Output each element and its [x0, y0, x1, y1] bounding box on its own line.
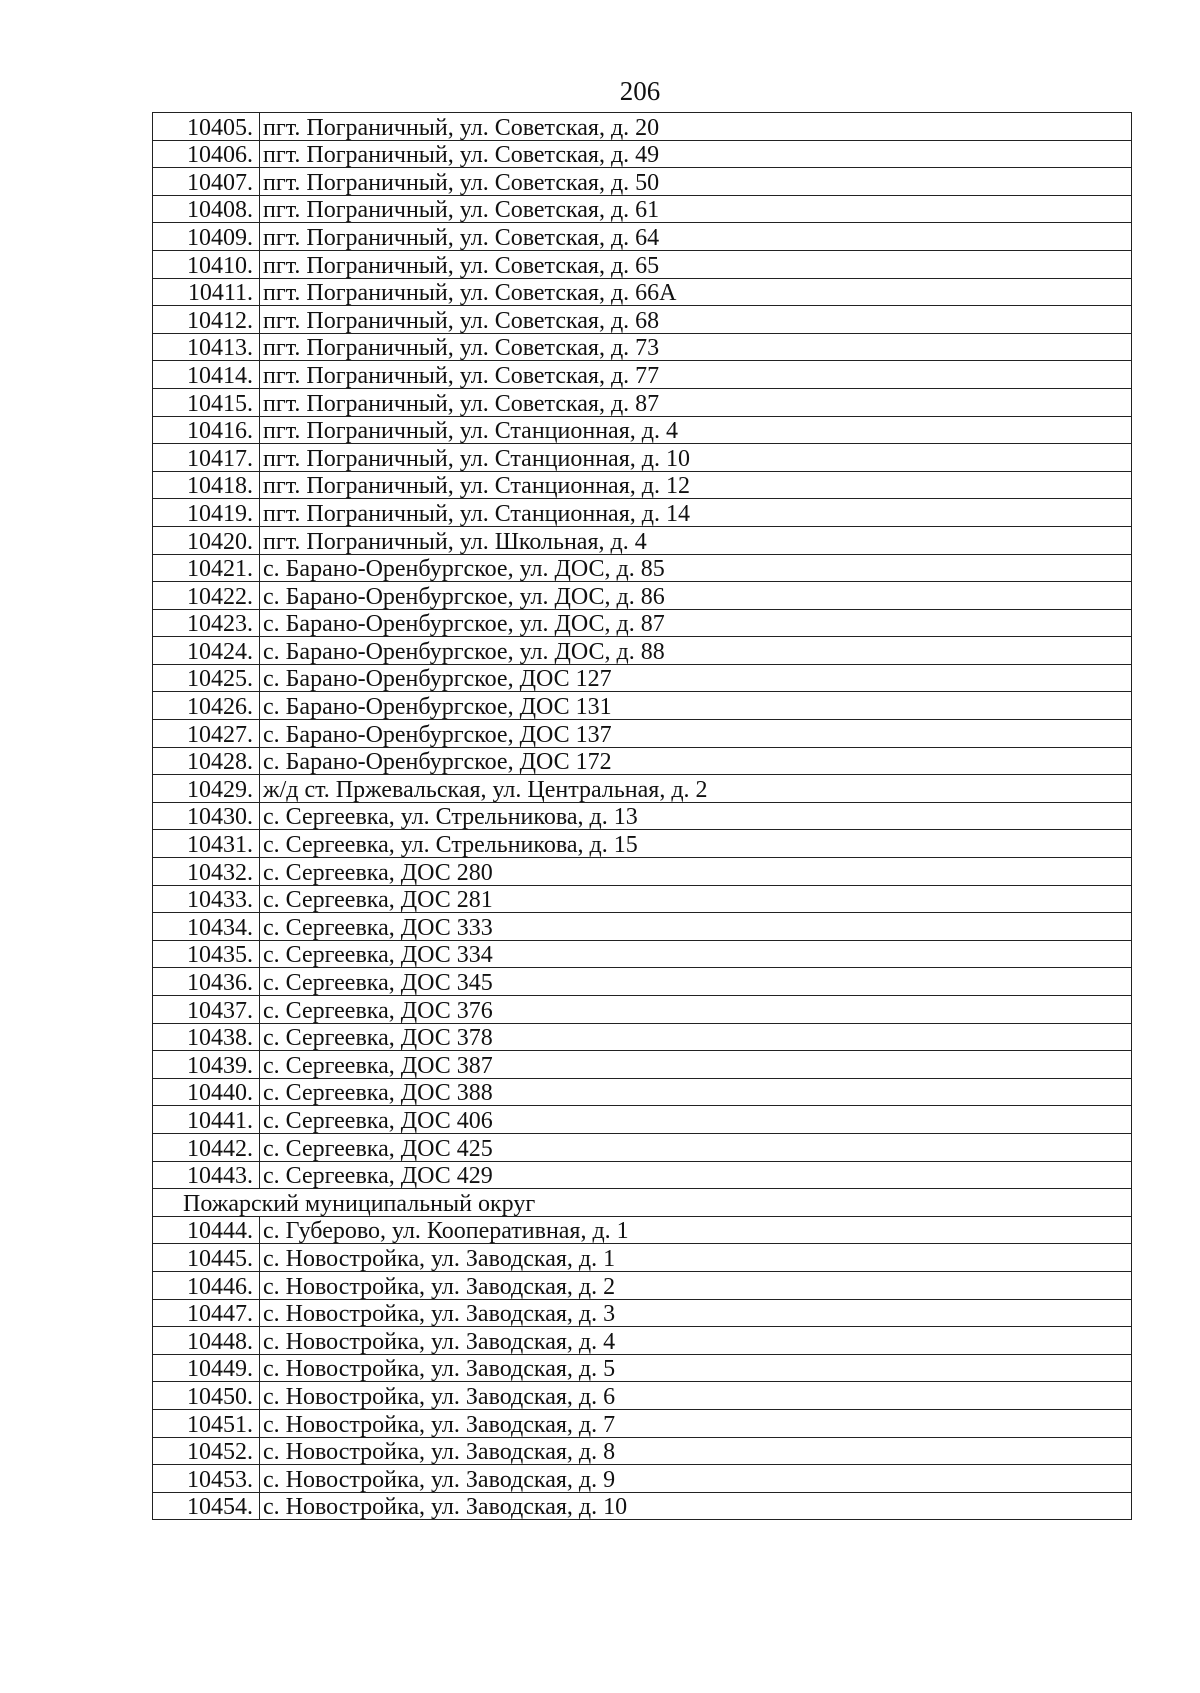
row-number: 10452. [153, 1437, 260, 1465]
table-row [153, 113, 1132, 141]
table-row [153, 195, 1132, 223]
row-address: с. Новостройка, ул. Заводская, д. 3 [260, 1299, 1132, 1327]
row-address: ж/д ст. Пржевальская, ул. Центральная, д. 2 [260, 775, 1132, 803]
table-row [153, 1023, 1132, 1051]
row-number: 10431. [153, 830, 260, 858]
row-number: 10429. [153, 775, 260, 803]
table-row [153, 720, 1132, 748]
table-row [153, 830, 1132, 858]
row-address: с. Барано-Оренбургское, ул. ДОС, д. 85 [260, 554, 1132, 582]
table-row [153, 940, 1132, 968]
row-address: пгт. Пограничный, ул. Советская, д. 50 [260, 168, 1132, 196]
table-row [153, 747, 1132, 775]
row-address: с. Новостройка, ул. Заводская, д. 1 [260, 1244, 1132, 1272]
table-row [153, 554, 1132, 582]
row-number: 10415. [153, 388, 260, 416]
table-row [153, 250, 1132, 278]
row-number: 10406. [153, 140, 260, 168]
row-address: пгт. Пограничный, ул. Советская, д. 20 [260, 113, 1132, 141]
table-row [153, 223, 1132, 251]
table-row [153, 582, 1132, 610]
row-address: с. Губерово, ул. Кооперативная, д. 1 [260, 1216, 1132, 1244]
row-address: пгт. Пограничный, ул. Станционная, д. 10 [260, 444, 1132, 472]
row-address: с. Сергеевка, ДОС 388 [260, 1078, 1132, 1106]
row-address: пгт. Пограничный, ул. Советская, д. 73 [260, 333, 1132, 361]
row-number: 10423. [153, 609, 260, 637]
row-address: с. Новостройка, ул. Заводская, д. 5 [260, 1354, 1132, 1382]
row-number: 10445. [153, 1244, 260, 1272]
table-row [153, 885, 1132, 913]
address-table [152, 112, 1132, 1520]
row-address: с. Новостройка, ул. Заводская, д. 6 [260, 1382, 1132, 1410]
row-number: 10427. [153, 720, 260, 748]
row-number: 10447. [153, 1299, 260, 1327]
table-row [153, 168, 1132, 196]
row-number: 10428. [153, 747, 260, 775]
table-row [153, 692, 1132, 720]
table-row [153, 140, 1132, 168]
row-address: пгт. Пограничный, ул. Советская, д. 61 [260, 195, 1132, 223]
row-number: 10418. [153, 471, 260, 499]
table-row [153, 858, 1132, 886]
row-address: с. Новостройка, ул. Заводская, д. 2 [260, 1271, 1132, 1299]
row-number: 10441. [153, 1106, 260, 1134]
row-address: с. Новостройка, ул. Заводская, д. 8 [260, 1437, 1132, 1465]
row-address: с. Сергеевка, ул. Стрельникова, д. 13 [260, 802, 1132, 830]
row-number: 10416. [153, 416, 260, 444]
table-row [153, 361, 1132, 389]
row-number: 10430. [153, 802, 260, 830]
table-row [153, 416, 1132, 444]
row-address: пгт. Пограничный, ул. Советская, д. 68 [260, 306, 1132, 334]
row-number: 10437. [153, 996, 260, 1024]
row-number: 10436. [153, 968, 260, 996]
table-row [153, 1492, 1132, 1520]
table-row [153, 306, 1132, 334]
row-address: с. Барано-Оренбургское, ул. ДОС, д. 87 [260, 609, 1132, 637]
row-address: с. Барано-Оренбургское, ДОС 127 [260, 664, 1132, 692]
table-row [153, 609, 1132, 637]
row-address: с. Сергеевка, ДОС 280 [260, 858, 1132, 886]
table-row [153, 388, 1132, 416]
row-number: 10408. [153, 195, 260, 223]
row-number: 10410. [153, 250, 260, 278]
table-row [153, 499, 1132, 527]
row-address: с. Сергеевка, ДОС 281 [260, 885, 1132, 913]
table-row [153, 278, 1132, 306]
table-row [153, 1382, 1132, 1410]
row-number: 10414. [153, 361, 260, 389]
row-address: с. Барано-Оренбургское, ДОС 137 [260, 720, 1132, 748]
table-row [153, 1078, 1132, 1106]
page-number: 206 [619, 76, 661, 106]
table-row [153, 471, 1132, 499]
table-row [153, 1354, 1132, 1382]
table-row [153, 1051, 1132, 1079]
row-address: пгт. Пограничный, ул. Станционная, д. 14 [260, 499, 1132, 527]
row-address: с. Барано-Оренбургское, ДОС 131 [260, 692, 1132, 720]
table-row [153, 526, 1132, 554]
row-number: 10419. [153, 499, 260, 527]
table-row [153, 1106, 1132, 1134]
row-address: с. Барано-Оренбургское, ДОС 172 [260, 747, 1132, 775]
table-row [153, 637, 1132, 665]
row-number: 10454. [153, 1492, 260, 1520]
row-number: 10421. [153, 554, 260, 582]
row-address: пгт. Пограничный, ул. Советская, д. 66А [260, 278, 1132, 306]
row-number: 10411. [153, 278, 260, 306]
table-row [153, 1216, 1132, 1244]
row-number: 10405. [153, 113, 260, 141]
row-address: пгт. Пограничный, ул. Советская, д. 87 [260, 388, 1132, 416]
row-number: 10432. [153, 858, 260, 886]
row-number: 10435. [153, 940, 260, 968]
table-row [153, 1327, 1132, 1355]
row-number: 10446. [153, 1271, 260, 1299]
table-row [153, 1133, 1132, 1161]
row-number: 10438. [153, 1023, 260, 1051]
row-address: пгт. Пограничный, ул. Советская, д. 64 [260, 223, 1132, 251]
row-address: с. Сергеевка, ул. Стрельникова, д. 15 [260, 830, 1132, 858]
row-number: 10407. [153, 168, 260, 196]
table-row [153, 1437, 1132, 1465]
row-address: с. Сергеевка, ДОС 425 [260, 1133, 1132, 1161]
row-address: пгт. Пограничный, ул. Станционная, д. 4 [260, 416, 1132, 444]
row-address: с. Новостройка, ул. Заводская, д. 4 [260, 1327, 1132, 1355]
row-address: с. Новостройка, ул. Заводская, д. 7 [260, 1409, 1132, 1437]
table-row [153, 1465, 1132, 1493]
row-number: 10412. [153, 306, 260, 334]
table-row [153, 664, 1132, 692]
row-number: 10449. [153, 1354, 260, 1382]
row-address: с. Сергеевка, ДОС 376 [260, 996, 1132, 1024]
row-number: 10420. [153, 526, 260, 554]
table-row [153, 1409, 1132, 1437]
table-row [153, 802, 1132, 830]
row-number: 10433. [153, 885, 260, 913]
address-table-body [153, 113, 1132, 1520]
row-address: с. Сергеевка, ДОС 334 [260, 940, 1132, 968]
table-row [153, 444, 1132, 472]
section-title: Пожарский муниципальный округ [153, 1189, 1132, 1217]
table-row [153, 775, 1132, 803]
row-address: с. Новостройка, ул. Заводская, д. 9 [260, 1465, 1132, 1493]
row-number: 10439. [153, 1051, 260, 1079]
row-address: с. Сергеевка, ДОС 378 [260, 1023, 1132, 1051]
row-address: пгт. Пограничный, ул. Советская, д. 65 [260, 250, 1132, 278]
row-number: 10434. [153, 913, 260, 941]
table-row [153, 1271, 1132, 1299]
row-number: 10426. [153, 692, 260, 720]
row-number: 10451. [153, 1409, 260, 1437]
row-address: с. Сергеевка, ДОС 387 [260, 1051, 1132, 1079]
table-row [153, 968, 1132, 996]
row-number: 10444. [153, 1216, 260, 1244]
row-address: с. Сергеевка, ДОС 406 [260, 1106, 1132, 1134]
table-row [153, 913, 1132, 941]
row-number: 10448. [153, 1327, 260, 1355]
row-address: с. Сергеевка, ДОС 429 [260, 1161, 1132, 1189]
table-row [153, 1161, 1132, 1189]
row-address: с. Новостройка, ул. Заводская, д. 10 [260, 1492, 1132, 1520]
row-number: 10425. [153, 664, 260, 692]
row-address: пгт. Пограничный, ул. Советская, д. 49 [260, 140, 1132, 168]
row-address: пгт. Пограничный, ул. Советская, д. 77 [260, 361, 1132, 389]
table-row [153, 333, 1132, 361]
row-address: с. Сергеевка, ДОС 345 [260, 968, 1132, 996]
row-number: 10450. [153, 1382, 260, 1410]
section-header-row [153, 1189, 1132, 1217]
table-row [153, 996, 1132, 1024]
row-address: с. Барано-Оренбургское, ул. ДОС, д. 88 [260, 637, 1132, 665]
row-number: 10422. [153, 582, 260, 610]
row-number: 10440. [153, 1078, 260, 1106]
row-address: пгт. Пограничный, ул. Школьная, д. 4 [260, 526, 1132, 554]
table-row [153, 1299, 1132, 1327]
row-number: 10413. [153, 333, 260, 361]
table-row [153, 1244, 1132, 1272]
row-number: 10442. [153, 1133, 260, 1161]
row-address: с. Барано-Оренбургское, ул. ДОС, д. 86 [260, 582, 1132, 610]
row-number: 10443. [153, 1161, 260, 1189]
row-number: 10424. [153, 637, 260, 665]
row-address: пгт. Пограничный, ул. Станционная, д. 12 [260, 471, 1132, 499]
row-address: с. Сергеевка, ДОС 333 [260, 913, 1132, 941]
row-number: 10453. [153, 1465, 260, 1493]
row-number: 10417. [153, 444, 260, 472]
row-number: 10409. [153, 223, 260, 251]
